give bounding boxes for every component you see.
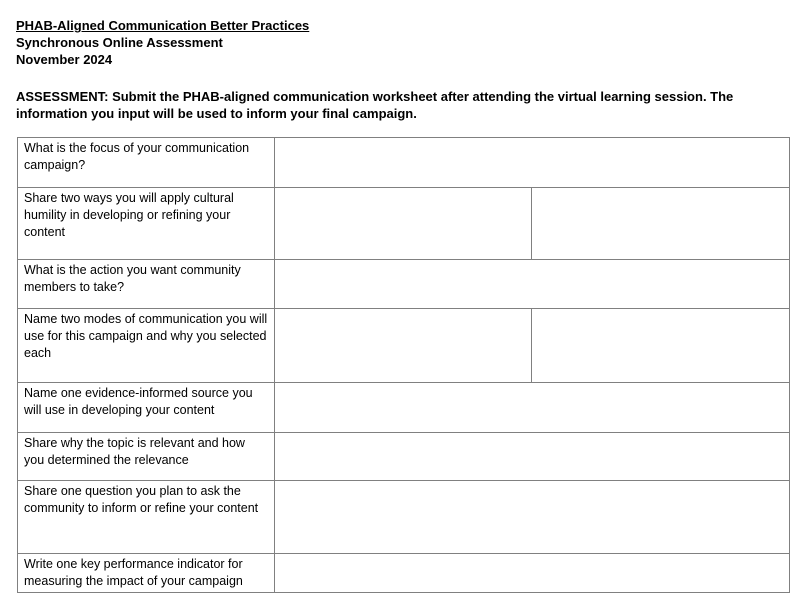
answer-cultural-humility-1[interactable] <box>275 188 532 260</box>
table-row <box>18 309 790 383</box>
question-campaign-focus: What is the focus of your communication campaign? <box>18 138 275 188</box>
worksheet-table <box>17 137 790 593</box>
table-row <box>18 481 790 554</box>
table-row <box>18 383 790 433</box>
question-cultural-humility: Share two ways you will apply cultural humility in developing or refining your content <box>18 188 275 260</box>
table-row <box>18 554 790 593</box>
question-kpi: Write one key performance indicator for measuring the impact of your campaign <box>18 554 275 593</box>
assessment-instructions: ASSESSMENT: Submit the PHAB-aligned communication worksheet after attending the virtual learning session. The information you input will be used to inform your final campaign. <box>16 89 734 121</box>
answer-topic-relevance[interactable] <box>275 433 790 481</box>
answer-community-action[interactable] <box>275 260 790 309</box>
document-header <box>16 17 309 68</box>
answer-communication-mode-2[interactable] <box>532 309 790 383</box>
table-row <box>18 138 790 188</box>
answer-community-question[interactable] <box>275 481 790 554</box>
table-row <box>18 188 790 260</box>
document-subtitle: Synchronous Online Assessment <box>16 35 223 50</box>
question-community-action: What is the action you want community members to take? <box>18 260 275 309</box>
question-evidence-source: Name one evidence-informed source you will use in developing your content <box>18 383 275 433</box>
answer-kpi[interactable] <box>275 554 790 593</box>
table-row <box>18 260 790 309</box>
answer-evidence-source[interactable] <box>275 383 790 433</box>
answer-campaign-focus[interactable] <box>275 138 790 188</box>
question-community-question: Share one question you plan to ask the community to inform or refine your content <box>18 481 275 554</box>
table-row <box>18 433 790 481</box>
question-communication-modes: Name two modes of communication you will use for this campaign and why you selected each <box>18 309 275 383</box>
answer-cultural-humility-2[interactable] <box>532 188 790 260</box>
question-topic-relevance: Share why the topic is relevant and how you determined the relevance <box>18 433 275 481</box>
answer-communication-mode-1[interactable] <box>275 309 532 383</box>
document-title: PHAB-Aligned Communication Better Practices <box>16 18 310 33</box>
document-date: November 2024 <box>16 52 113 67</box>
